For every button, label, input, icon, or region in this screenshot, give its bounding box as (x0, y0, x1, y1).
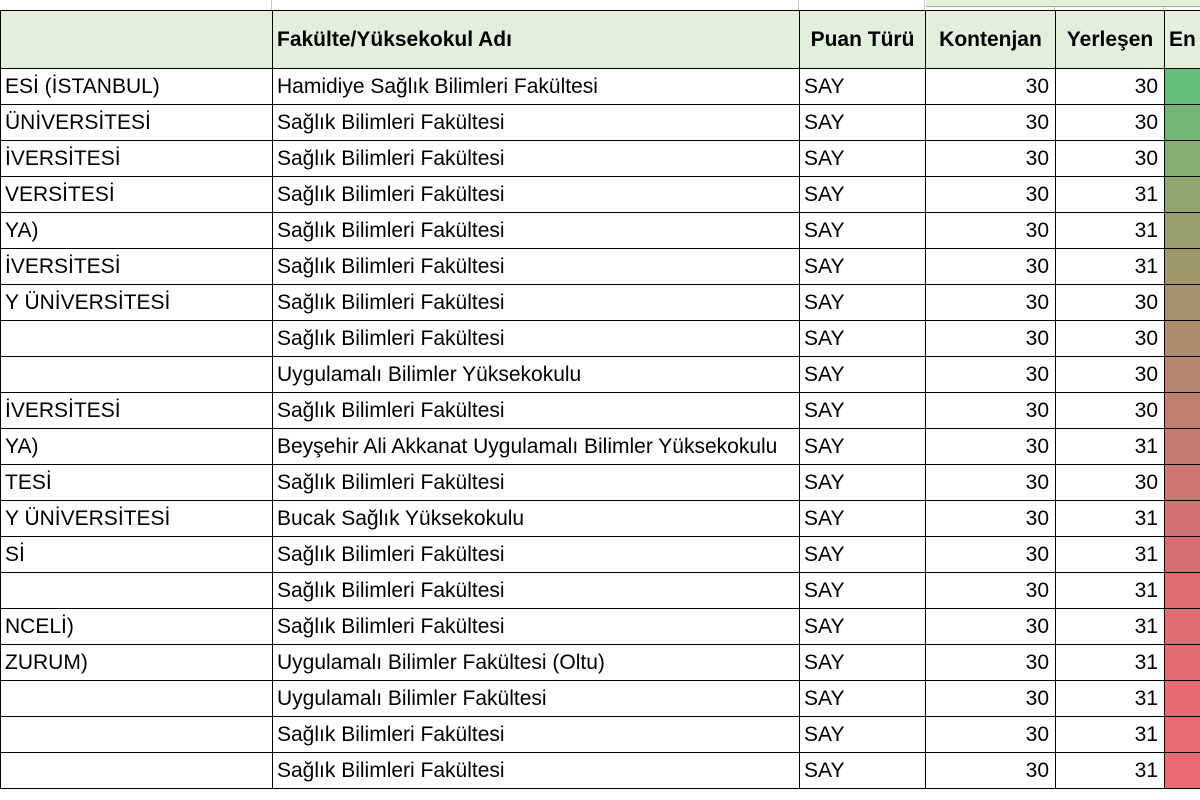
ranking-table (0, 10, 1200, 789)
placed-cell[interactable]: 31 (1056, 249, 1165, 285)
table-row (1, 285, 1200, 321)
color-scale-cell[interactable] (1165, 573, 1200, 609)
quota-cell[interactable]: 30 (926, 357, 1056, 393)
color-scale-cell[interactable] (1165, 681, 1200, 717)
score-type-cell[interactable]: SAY (800, 177, 926, 213)
header-cell-quota[interactable]: Kontenjan (926, 11, 1056, 69)
color-scale-cell[interactable] (1165, 717, 1200, 753)
faculty-cell[interactable]: Sağlık Bilimleri Fakültesi (273, 285, 800, 321)
university-cell[interactable]: Sİ (1, 537, 273, 573)
table-row (1, 321, 1200, 357)
faculty-cell[interactable]: Sağlık Bilimleri Fakültesi (273, 213, 800, 249)
table-row (1, 393, 1200, 429)
table-row (1, 645, 1200, 681)
table-row (1, 537, 1200, 573)
header-cell-faculty[interactable]: Fakülte/Yüksekokul Adı (273, 11, 800, 69)
faculty-cell[interactable]: Sağlık Bilimleri Fakültesi (273, 573, 800, 609)
score-type-cell[interactable]: SAY (800, 141, 926, 177)
color-scale-fill (1165, 69, 1200, 104)
university-cell[interactable]: YA) (1, 429, 273, 465)
university-cell[interactable] (1, 753, 273, 789)
quota-cell[interactable]: 30 (926, 141, 1056, 177)
score-type-cell[interactable]: SAY (800, 645, 926, 681)
score-type-cell[interactable]: SAY (800, 501, 926, 537)
score-type-cell[interactable]: SAY (800, 753, 926, 789)
faculty-cell[interactable]: Sağlık Bilimleri Fakültesi (273, 393, 800, 429)
color-scale-cell[interactable] (1165, 285, 1200, 321)
color-scale-cell[interactable] (1165, 465, 1200, 501)
placed-cell[interactable]: 30 (1056, 321, 1165, 357)
faculty-cell[interactable]: Sağlık Bilimleri Fakültesi (273, 537, 800, 573)
faculty-cell[interactable]: Beyşehir Ali Akkanat Uygulamalı Bilimler Yüksekokulu (273, 429, 800, 465)
score-type-cell[interactable]: SAY (800, 465, 926, 501)
quota-cell[interactable]: 30 (926, 429, 1056, 465)
score-type-cell[interactable]: SAY (800, 321, 926, 357)
color-scale-fill (1165, 213, 1200, 248)
score-type-cell[interactable]: SAY (800, 609, 926, 645)
placed-cell[interactable]: 31 (1056, 537, 1165, 573)
faculty-cell[interactable]: Sağlık Bilimleri Fakültesi (273, 465, 800, 501)
color-scale-fill (1165, 609, 1200, 644)
faculty-cell[interactable]: Uygulamalı Bilimler Fakültesi (273, 681, 800, 717)
faculty-cell[interactable]: Sağlık Bilimleri Fakültesi (273, 717, 800, 753)
table-row (1, 429, 1200, 465)
table-row (1, 753, 1200, 789)
placed-cell[interactable]: 31 (1056, 681, 1165, 717)
color-scale-fill (1165, 501, 1200, 536)
quota-cell[interactable]: 30 (926, 645, 1056, 681)
faculty-cell[interactable]: Uygulamalı Bilimler Yüksekokulu (273, 357, 800, 393)
previous-row-strip (0, 0, 1200, 10)
faculty-cell[interactable]: Sağlık Bilimleri Fakültesi (273, 249, 800, 285)
university-cell[interactable]: İVERSİTESİ (1, 393, 273, 429)
table-row (1, 177, 1200, 213)
score-type-cell[interactable]: SAY (800, 249, 926, 285)
color-scale-cell[interactable] (1165, 69, 1200, 105)
placed-cell[interactable]: 31 (1056, 573, 1165, 609)
color-scale-fill (1165, 645, 1200, 680)
placed-cell[interactable]: 31 (1056, 753, 1165, 789)
score-type-cell[interactable]: SAY (800, 357, 926, 393)
color-scale-cell[interactable] (1165, 429, 1200, 465)
university-cell[interactable]: İVERSİTESİ (1, 249, 273, 285)
faculty-cell[interactable]: Sağlık Bilimleri Fakültesi (273, 321, 800, 357)
color-scale-fill (1165, 393, 1200, 428)
placed-cell[interactable]: 30 (1056, 105, 1165, 141)
score-type-cell[interactable]: SAY (800, 537, 926, 573)
quota-cell[interactable]: 30 (926, 681, 1056, 717)
faculty-cell[interactable]: Bucak Sağlık Yüksekokulu (273, 501, 800, 537)
color-scale-cell[interactable] (1165, 357, 1200, 393)
table-row (1, 213, 1200, 249)
placed-cell[interactable]: 30 (1056, 69, 1165, 105)
color-scale-fill (1165, 285, 1200, 320)
header-cell-last[interactable]: En (1165, 11, 1200, 69)
university-cell[interactable]: ESİ (İSTANBUL) (1, 69, 273, 105)
placed-cell[interactable]: 31 (1056, 645, 1165, 681)
quota-cell[interactable]: 30 (926, 285, 1056, 321)
score-type-cell[interactable]: SAY (800, 717, 926, 753)
faculty-cell[interactable]: Sağlık Bilimleri Fakültesi (273, 141, 800, 177)
table-row (1, 141, 1200, 177)
score-type-cell[interactable]: SAY (800, 393, 926, 429)
university-cell[interactable] (1, 681, 273, 717)
quota-cell[interactable]: 30 (926, 609, 1056, 645)
quota-cell[interactable]: 30 (926, 753, 1056, 789)
faculty-cell[interactable]: Hamidiye Sağlık Bilimleri Fakültesi (273, 69, 800, 105)
color-scale-cell[interactable] (1165, 213, 1200, 249)
table-row (1, 357, 1200, 393)
placed-cell[interactable]: 31 (1056, 429, 1165, 465)
color-scale-fill (1165, 141, 1200, 176)
color-scale-fill (1165, 321, 1200, 356)
color-scale-cell[interactable] (1165, 609, 1200, 645)
placed-cell[interactable]: 30 (1056, 393, 1165, 429)
header-cell-score-type[interactable]: Puan Türü (800, 11, 926, 69)
table-row (1, 249, 1200, 285)
quota-cell[interactable]: 30 (926, 213, 1056, 249)
color-scale-fill (1165, 357, 1200, 392)
color-scale-cell[interactable] (1165, 321, 1200, 357)
quota-cell[interactable]: 30 (926, 537, 1056, 573)
score-type-cell[interactable]: SAY (800, 429, 926, 465)
color-scale-cell[interactable] (1165, 177, 1200, 213)
header-accent-band (926, 0, 1200, 7)
color-scale-fill (1165, 717, 1200, 752)
header-row (1, 11, 1200, 69)
quota-cell[interactable]: 30 (926, 573, 1056, 609)
header-cell-placed[interactable]: Yerleşen (1056, 11, 1165, 69)
color-scale-fill (1165, 537, 1200, 572)
university-cell[interactable]: ZURUM) (1, 645, 273, 681)
placed-cell[interactable]: 30 (1056, 285, 1165, 321)
university-cell[interactable]: ÜNİVERSİTESİ (1, 105, 273, 141)
placed-cell[interactable]: 31 (1056, 501, 1165, 537)
faculty-cell[interactable]: Uygulamalı Bilimler Fakültesi (Oltu) (273, 645, 800, 681)
faculty-cell[interactable]: Sağlık Bilimleri Fakültesi (273, 753, 800, 789)
table-row (1, 501, 1200, 537)
color-scale-fill (1165, 573, 1200, 608)
color-scale-fill (1165, 105, 1200, 140)
placed-cell[interactable]: 30 (1056, 357, 1165, 393)
university-cell[interactable]: TESİ (1, 465, 273, 501)
table-row (1, 465, 1200, 501)
faculty-cell[interactable]: Sağlık Bilimleri Fakültesi (273, 105, 800, 141)
quota-cell[interactable]: 30 (926, 501, 1056, 537)
score-type-cell[interactable]: SAY (800, 285, 926, 321)
faculty-cell[interactable]: Sağlık Bilimleri Fakültesi (273, 609, 800, 645)
table-row (1, 609, 1200, 645)
quota-cell[interactable]: 30 (926, 717, 1056, 753)
university-cell[interactable]: VERSİTESİ (1, 177, 273, 213)
color-scale-cell[interactable] (1165, 105, 1200, 141)
color-scale-cell[interactable] (1165, 537, 1200, 573)
university-cell[interactable]: İVERSİTESİ (1, 141, 273, 177)
score-type-cell[interactable]: SAY (800, 681, 926, 717)
color-scale-fill (1165, 177, 1200, 212)
table-body (1, 69, 1200, 789)
header-cell-university[interactable] (1, 11, 273, 69)
color-scale-cell[interactable] (1165, 645, 1200, 681)
quota-cell[interactable]: 30 (926, 69, 1056, 105)
university-cell[interactable] (1, 717, 273, 753)
placed-cell[interactable]: 31 (1056, 717, 1165, 753)
university-cell[interactable]: Y ÜNİVERSİTESİ (1, 285, 273, 321)
color-scale-fill (1165, 465, 1200, 500)
quota-cell[interactable]: 30 (926, 321, 1056, 357)
color-scale-fill (1165, 753, 1200, 788)
quota-cell[interactable]: 30 (926, 393, 1056, 429)
color-scale-cell[interactable] (1165, 249, 1200, 285)
quota-cell[interactable]: 30 (926, 177, 1056, 213)
placed-cell[interactable]: 31 (1056, 177, 1165, 213)
score-type-cell[interactable]: SAY (800, 105, 926, 141)
placed-cell[interactable]: 31 (1056, 213, 1165, 249)
university-cell[interactable]: Y ÜNİVERSİTESİ (1, 501, 273, 537)
color-scale-cell[interactable] (1165, 753, 1200, 789)
quota-cell[interactable]: 30 (926, 105, 1056, 141)
university-cell[interactable]: YA) (1, 213, 273, 249)
color-scale-cell[interactable] (1165, 141, 1200, 177)
table-row (1, 573, 1200, 609)
quota-cell[interactable]: 30 (926, 249, 1056, 285)
table-row (1, 717, 1200, 753)
placed-cell[interactable]: 30 (1056, 465, 1165, 501)
score-type-cell[interactable]: SAY (800, 69, 926, 105)
table-row (1, 69, 1200, 105)
university-cell[interactable]: NCELİ) (1, 609, 273, 645)
score-type-cell[interactable]: SAY (800, 213, 926, 249)
faculty-cell[interactable]: Sağlık Bilimleri Fakültesi (273, 177, 800, 213)
color-scale-fill (1165, 429, 1200, 464)
quota-cell[interactable]: 30 (926, 465, 1056, 501)
university-cell[interactable] (1, 357, 273, 393)
university-cell[interactable] (1, 573, 273, 609)
university-cell[interactable] (1, 321, 273, 357)
table-row (1, 681, 1200, 717)
color-scale-fill (1165, 249, 1200, 284)
placed-cell[interactable]: 30 (1056, 141, 1165, 177)
color-scale-fill (1165, 681, 1200, 716)
color-scale-cell[interactable] (1165, 501, 1200, 537)
score-type-cell[interactable]: SAY (800, 573, 926, 609)
table-row (1, 105, 1200, 141)
color-scale-cell[interactable] (1165, 393, 1200, 429)
placed-cell[interactable]: 31 (1056, 609, 1165, 645)
